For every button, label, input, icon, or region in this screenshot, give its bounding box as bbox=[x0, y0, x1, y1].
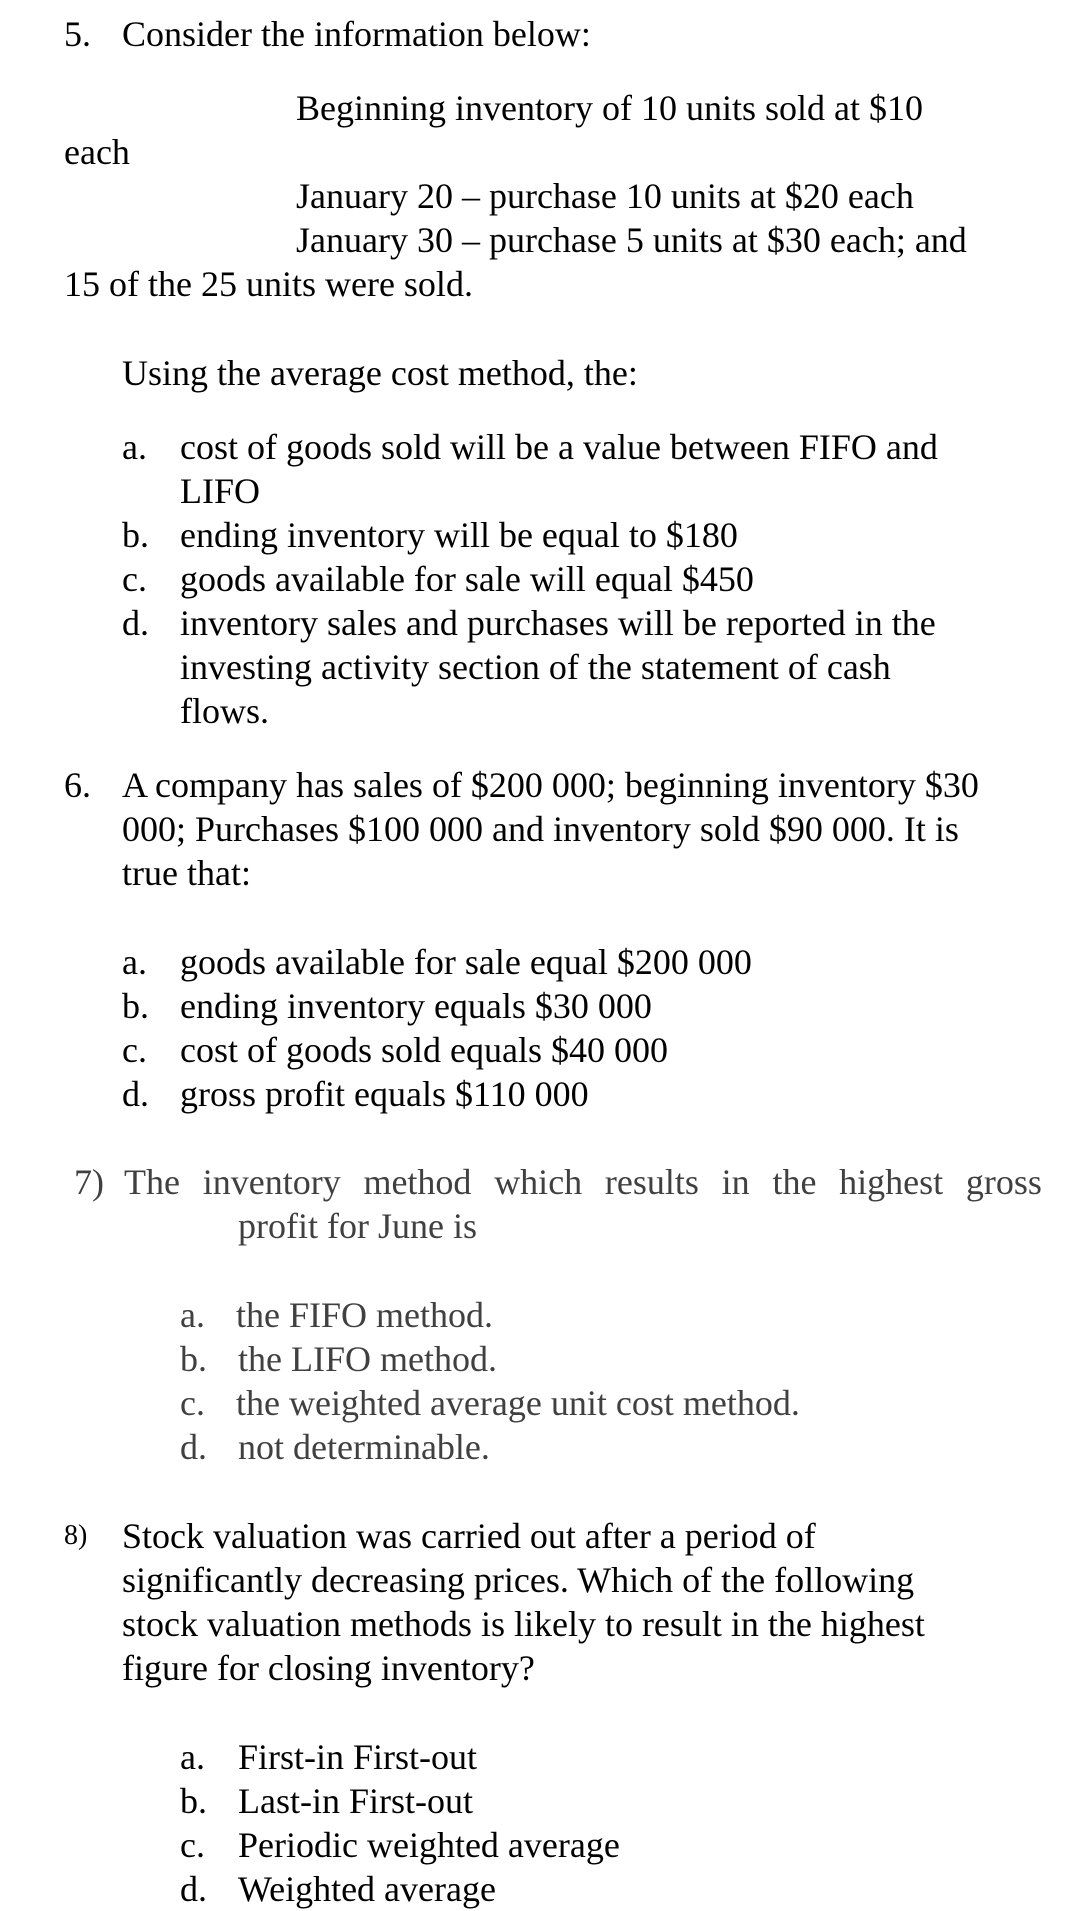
question-stem: Consider the information below: bbox=[122, 14, 591, 54]
option-text: ending inventory will be equal to $180 bbox=[180, 515, 738, 555]
question-prompt: Using the average cost method, the: bbox=[122, 353, 638, 393]
option-letter: b. bbox=[122, 515, 149, 555]
option-letter: a. bbox=[122, 942, 147, 982]
option-text: ending inventory equals $30 000 bbox=[180, 986, 652, 1026]
option-text: inventory sales and purchases will be reported in the bbox=[180, 603, 936, 643]
option-text: cost of goods sold equals $40 000 bbox=[180, 1030, 668, 1070]
option-letter: b. bbox=[180, 1339, 207, 1379]
option-text: Periodic weighted average bbox=[238, 1825, 620, 1865]
option-letter: a. bbox=[122, 427, 147, 467]
stem-word: The bbox=[124, 1162, 180, 1202]
stem-word: highest bbox=[839, 1162, 944, 1202]
option-text: First-in First-out bbox=[238, 1737, 478, 1777]
option-text: the LIFO method. bbox=[238, 1339, 497, 1379]
info-line-wrap: 15 of the 25 units were sold. bbox=[64, 264, 473, 304]
option-text: Last-in First-out bbox=[238, 1781, 473, 1821]
question-number: 6. bbox=[64, 765, 91, 805]
stem-word: the bbox=[772, 1162, 817, 1202]
info-line: Beginning inventory of 10 units sold at $10 bbox=[296, 88, 923, 128]
stem-word: inventory bbox=[202, 1162, 341, 1202]
option-letter: b. bbox=[180, 1781, 207, 1821]
question-number: 8) bbox=[64, 1520, 88, 1551]
option-letter: c. bbox=[122, 559, 147, 599]
option-letter: d. bbox=[122, 603, 149, 643]
option-letter: c. bbox=[122, 1030, 147, 1070]
option-text: cost of goods sold will be a value between FIFO and bbox=[180, 427, 938, 467]
question-stem-line: A company has sales of $200 000; beginning inventory $30 bbox=[122, 765, 979, 805]
option-text: LIFO bbox=[180, 471, 260, 511]
option-text: Weighted average bbox=[238, 1869, 496, 1909]
option-letter: a. bbox=[180, 1737, 205, 1777]
option-letter: d. bbox=[122, 1074, 149, 1114]
option-letter: b. bbox=[122, 986, 149, 1026]
question-number: 7) bbox=[74, 1162, 104, 1202]
question-number: 5. bbox=[64, 14, 91, 54]
stem-word: in bbox=[721, 1162, 750, 1202]
stem-word: gross bbox=[965, 1162, 1042, 1202]
info-line: January 20 – purchase 10 units at $20 each bbox=[296, 176, 914, 216]
question-stem-line: 000; Purchases $100 000 and inventory sold $90 000. It is bbox=[122, 809, 959, 849]
question-stem-line: Stock valuation was carried out after a period of bbox=[122, 1516, 816, 1556]
option-letter: d. bbox=[180, 1427, 207, 1467]
option-letter: a. bbox=[180, 1295, 205, 1335]
question-stem-line bbox=[124, 1160, 1042, 1204]
option-letter: d. bbox=[180, 1869, 207, 1909]
option-text: investing activity section of the statement of cash bbox=[180, 647, 891, 687]
stem-word: which bbox=[494, 1162, 583, 1202]
option-text: not determinable. bbox=[238, 1427, 490, 1467]
option-text: gross profit equals $110 000 bbox=[180, 1074, 589, 1114]
question-stem-line: figure for closing inventory? bbox=[122, 1648, 535, 1688]
option-text: the FIFO method. bbox=[236, 1295, 493, 1335]
option-text: goods available for sale equal $200 000 bbox=[180, 942, 752, 982]
option-text: the weighted average unit cost method. bbox=[236, 1383, 800, 1423]
question-stem-line: true that: bbox=[122, 853, 251, 893]
option-letter: c. bbox=[180, 1825, 205, 1865]
question-stem-line: stock valuation methods is likely to result in the highest bbox=[122, 1604, 925, 1644]
info-line: January 30 – purchase 5 units at $30 each; and bbox=[296, 220, 967, 260]
option-text: goods available for sale will equal $450 bbox=[180, 559, 754, 599]
option-letter: c. bbox=[180, 1383, 205, 1423]
option-text: flows. bbox=[180, 691, 269, 731]
stem-word: method bbox=[363, 1162, 472, 1202]
info-line-wrap: each bbox=[64, 132, 130, 172]
stem-word: results bbox=[604, 1162, 699, 1202]
question-stem-line: profit for June is bbox=[238, 1206, 477, 1246]
question-stem-line: significantly decreasing prices. Which of the following bbox=[122, 1560, 915, 1600]
